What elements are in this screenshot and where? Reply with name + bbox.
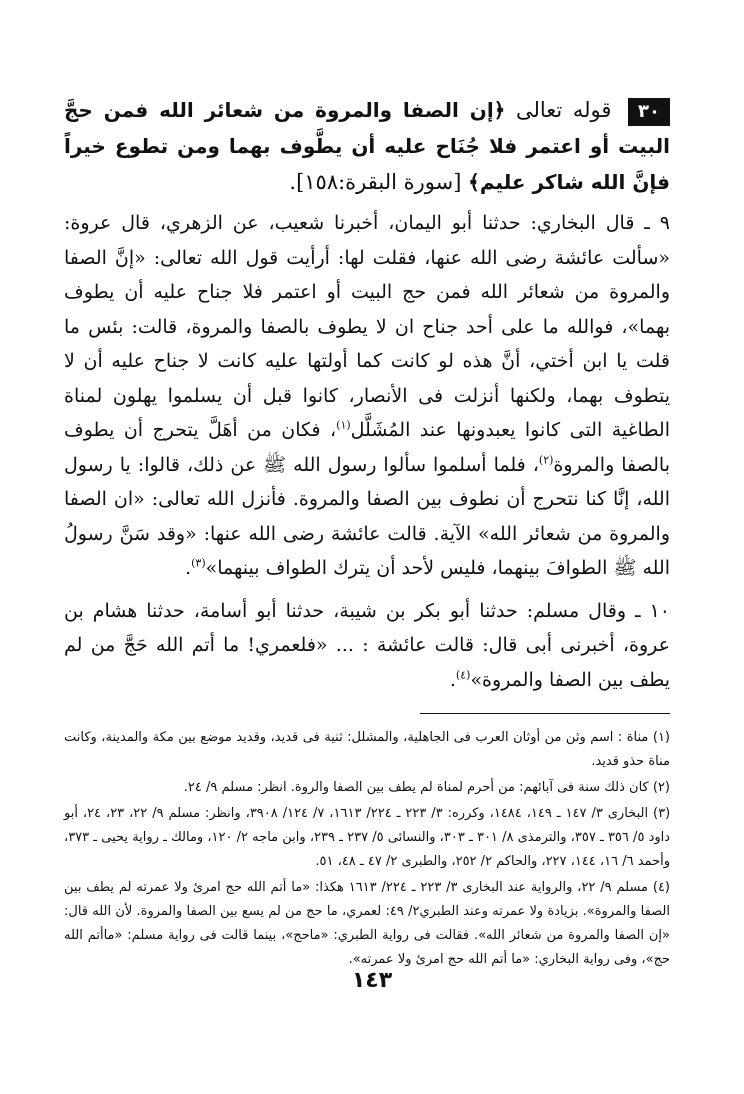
hadith-paragraph-9 — [64, 206, 670, 586]
footnote-ref-3[interactable]: (٣) — [191, 556, 206, 570]
paragraph-end: . — [449, 668, 456, 691]
paragraph-end: . — [185, 557, 192, 579]
heading-intro: قوله تعالى — [516, 98, 612, 122]
hadith-paragraph-10 — [64, 594, 670, 698]
quran-verse: ﴿إن الصفا والمروة من شعائر الله فمن حجَّ البيت أو اعتمر فلا جُنَاح عليه أن يطَّوف بهما ومن تطوع خيراً فإنَّ الله شاكر عليم﴾ — [64, 98, 670, 194]
footnote-3: (٣) البخارى ٣/ ١٤٧ ـ ١٤٩، ١٤٨٤، وكرره: ٣/ ٢٢٣ ـ ٢٢٤/ ١٦١٣، ٧/ ١٢٤/ ٣٩٠٨، وانظر: مسلم ٩/ ٢٢، ٢٣، ٢٤، أبو داود ٥/ ٣٥٦ ـ ٣٥٧، والترمذى ٨/ ٣٠١ ـ ٣٠٣، والنسائى ٥/ ٢٣٧ ـ ٢٣٩، وابن ماجه ٢/ ١٢٠، ومالك ـ رواية يحيى ـ ٣٧٣، وأحمد ٦/ ١٦، ١٤٤، ٢٢٧، والحاكم ٢/ ٢٥٢، والطبرى ٢/ ٤٧ ـ ٤٨، ٥١. — [64, 806, 671, 869]
footnote-ref-2[interactable]: (٢) — [538, 453, 554, 467]
paragraph-text: ، فكان من أهَلَّ يتحرج أن يطوف بالصفا والمروة — [64, 419, 670, 476]
footnote-ref-1[interactable]: (١) — [336, 418, 351, 432]
footnote-1: (١) مناة : اسم وثن من أوثان العرب فى الجاهلية، والمشلل: ثنية فى قديد، وقديد موضع بين مكة والمدينة، وكانت مناة حذو قديد. — [64, 730, 670, 769]
verse-source: [سورة البقرة:١٥٨]. — [289, 170, 462, 194]
section-number-badge: ٣٠ — [628, 98, 670, 126]
footnote-2: (٢) كان ذلك سنة فى آبائهم: من أحرم لمناة لم يطف بين الصفا والروة. انظر: مسلم ٩/ ٢٤. — [183, 780, 670, 795]
footnote-4: (٤) مسلم ٩/ ٢٢، والرواية عند البخارى ٣/ ٢٢٣ ـ ٢٢٤/ ١٦١٣ هكذا: «ما أتم الله حج امرئ ولا عمرته لم يطف بين الصفا والمروة». بزيادة ولا عمرته وعند الطبري٢/ ٤٩: لعمري، ما حج من لم يسع بين الصفا والمروة. لأن الله قال: «إن الصفا والمروة من شعائر الله». فقالت فى رواية الطبري: «ماحج»، بينما قالت فى رواية مسلم: «ماأتم الله حج»، وفى رواية البخاري: «ما أتم الله حج امرئ ولا عمرته». — [64, 880, 670, 967]
paragraph-text: ٩ ـ قال البخاري: حدثنا أبو اليمان، أخبرنا شعيب، عن الزهري، قال عروة: «سألت عائشة رضى الله عنها، فقلت لها: أرأيت قول الله تعالى: «إنَّ الصفا والمروة من شعائر الله فمن حج البيت أو اعتمر فلا جناح عليه أن يطوف بهما»، فوالله ما على أحد جناح ان لا يطوف بالصفا والمروة، قالت: بئس ما قلت يا ابن أختي، أنَّ هذه لو كانت كما أولتها عليه كانت لا جناح عليه أن لا يتطوف بهما، ولكنها أنزلت فى الأنصار، كانوا قبل أن يسلموا يهلون لمناة الطاغية التى كانوا يعبدونها عند المُشَلَّل — [64, 212, 670, 441]
page-number: ١٤٣ — [351, 968, 393, 993]
section-heading — [64, 92, 670, 200]
paragraph-text: ١٠ ـ وقال مسلم: حدثنا أبو بكر بن شيبة، حدثنا أبو أسامة، حدثنا هشام بن عروة، أخبرنى أبى قال: قالت عائشة : ... «فلعمري! ما أتم الله حَجَّ من لم يطف بين الصفا والمروة» — [64, 599, 670, 691]
footnote-divider — [420, 713, 670, 714]
paragraph-text: ، فلما أسلموا سألوا رسول الله ﷺ عن ذلك، قالوا: يا رسول الله، إنَّا كنا نتحرج أن نطوف بين الصفا والمروة. فأنزل الله تعالى: «ان الصفا والمروة من شعائر الله» الآية. قالت عائشة رضى الله عنها: «وقد سَنَّ رسولُ الله ﷺ الطوافَ بينهما، فليس لأحد أن يترك الطواف بينهما» — [64, 453, 670, 579]
footnote-ref-4[interactable]: (٤) — [455, 668, 471, 682]
